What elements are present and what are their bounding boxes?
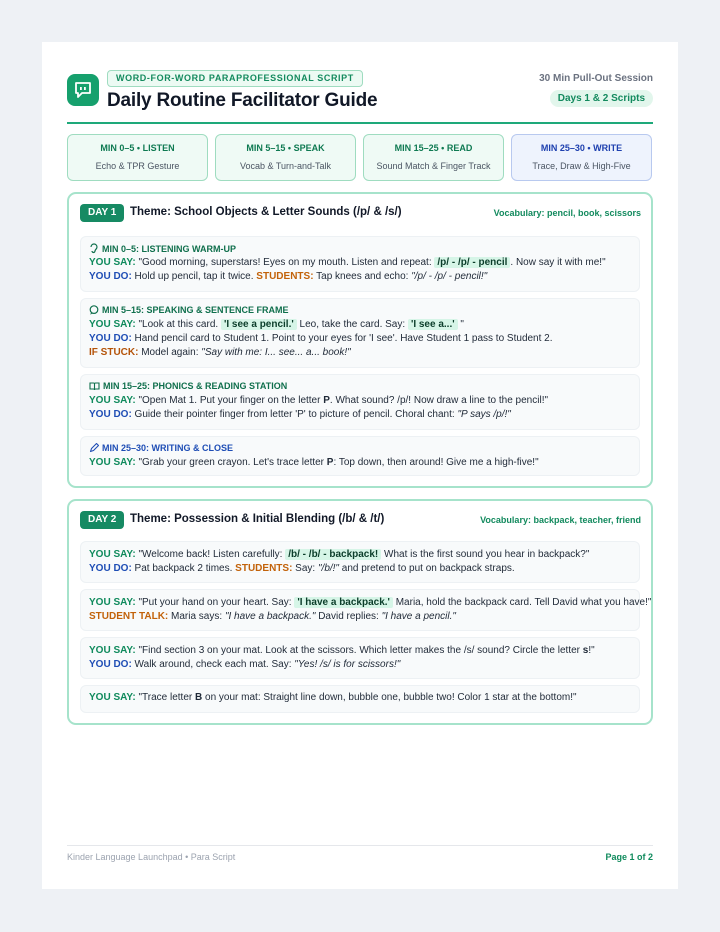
day1-section: [67, 192, 653, 488]
phase-strip: [67, 134, 653, 182]
day-label: DAY 2: [80, 511, 124, 529]
ear-icon: [89, 243, 99, 254]
phase-title: MIN 25–30 • WRITE: [540, 143, 623, 153]
document-page: [42, 42, 678, 889]
script-line-do: YOU DO: Hold up pencil, tap it twice. STUDENTS: Tap knees and echo: "/p/ - /p/ - pencil!": [89, 271, 488, 282]
phase-listen: [67, 134, 208, 181]
listening-card: [80, 541, 640, 583]
card-heading: MIN 15–25: PHONICS & READING STATION: [89, 381, 287, 391]
writing-card: [80, 685, 640, 713]
footer-divider: [67, 845, 653, 846]
card-heading: MIN 5–15: SPEAKING & SENTENCE FRAME: [89, 305, 289, 315]
script-line-say: YOU SAY: "Grab your green crayon. Let's trace letter P: Top down, then around! Give me a high-five!": [89, 457, 539, 468]
footer-program-name: Kinder Language Launchpad • Para Script: [67, 852, 236, 862]
phase-subtitle: Vocab & Turn-and-Talk: [239, 161, 332, 171]
days-badge: Days 1 & 2 Scripts: [550, 90, 653, 107]
phase-title: MIN 5–15 • SPEAK: [246, 143, 325, 153]
card-heading: MIN 25–30: WRITING & CLOSE: [89, 443, 233, 453]
script-line-say: YOU SAY: "Welcome back! Listen carefully: /b/ - /b/ - backpack! What is the first sound you hear in backpack?": [89, 549, 590, 560]
day-vocabulary: Vocabulary: backpack, teacher, friend: [480, 515, 641, 525]
listening-card: [80, 236, 640, 292]
card-heading: MIN 0–5: LISTENING WARM-UP: [89, 243, 236, 254]
writing-card: [80, 436, 640, 476]
pencil-icon: [89, 443, 99, 453]
script-line-do: YOU DO: Guide their pointer finger from letter 'P' to picture of pencil. Choral chant: "P says /p/!": [89, 409, 511, 420]
script-line-say: YOU SAY: "Look at this card. 'I see a pencil.' Leo, take the card. Say: 'I see a...' ": [89, 319, 464, 330]
open-book-icon: [89, 381, 100, 391]
script-line-say: YOU SAY: "Trace letter B on your mat: Straight line down, bubble one, bubble two! Color 1 star at the bottom!": [89, 692, 577, 703]
day-vocabulary: Vocabulary: pencil, book, scissors: [493, 208, 641, 218]
script-line-do: YOU DO: Hand pencil card to Student 1. Point to your eyes for 'I see'. Have Student 1 pass to Student 2.: [89, 333, 553, 344]
chat-bubble-icon: [89, 305, 99, 315]
phase-speak: [215, 134, 356, 181]
day-theme: Theme: School Objects & Letter Sounds (/p/ & /s/): [130, 206, 402, 218]
page-number: Page 1 of 2: [605, 852, 653, 862]
phase-subtitle: Echo & TPR Gesture: [95, 161, 180, 171]
speech-bubble-quote-icon: [67, 74, 99, 106]
phase-read: [363, 134, 504, 181]
phase-write: [511, 134, 652, 181]
script-line-do: YOU DO: Pat backpack 2 times. STUDENTS: Say: "/b/!" and pretend to put on backpack straps.: [89, 563, 515, 574]
page-title: Daily Routine Facilitator Guide: [107, 90, 378, 111]
session-length: 30 Min Pull-Out Session: [539, 73, 653, 84]
phase-subtitle: Trace, Draw & High-Five: [532, 161, 631, 171]
phase-title: MIN 15–25 • READ: [394, 143, 473, 153]
reading-card: [80, 637, 640, 679]
script-kicker-badge: WORD-FOR-WORD PARAPROFESSIONAL SCRIPT: [107, 70, 363, 87]
script-line-do: YOU DO: Walk around, check each mat. Say: "Yes! /s/ is for scissors!": [89, 659, 401, 670]
phase-title: MIN 0–5 • LISTEN: [100, 143, 175, 153]
day-theme: Theme: Possession & Initial Blending (/b/ & /t/): [130, 513, 385, 525]
document-header: [67, 70, 653, 124]
phase-subtitle: Sound Match & Finger Track: [376, 161, 491, 171]
script-line-say: YOU SAY: "Put your hand on your heart. Say: 'I have a backpack.' Maria, hold the backpack card. Tell David what you have!": [89, 597, 652, 608]
header-divider: [67, 122, 653, 124]
speaking-card: [80, 298, 640, 368]
script-line-student-talk: STUDENT TALK: Maria says: "I have a backpack." David replies: "I have a pencil.": [89, 611, 456, 622]
speaking-card: [80, 589, 652, 631]
day2-section: [67, 499, 653, 725]
script-line-if-stuck: IF STUCK: Model again: "Say with me: I... see... a... book!": [89, 347, 351, 358]
script-line-say: YOU SAY: "Good morning, superstars! Eyes on my mouth. Listen and repeat: /p/ - /p/ - pencil . Now say it with me!": [89, 257, 606, 268]
script-line-say: YOU SAY: "Open Mat 1. Put your finger on the letter P. What sound? /p/! Now draw a line to the pencil!": [89, 395, 549, 406]
day-label: DAY 1: [80, 204, 124, 222]
reading-card: [80, 374, 640, 430]
script-line-say: YOU SAY: "Find section 3 on your mat. Look at the scissors. Which letter makes the /s/ sound? Circle the letter s!": [89, 645, 595, 656]
